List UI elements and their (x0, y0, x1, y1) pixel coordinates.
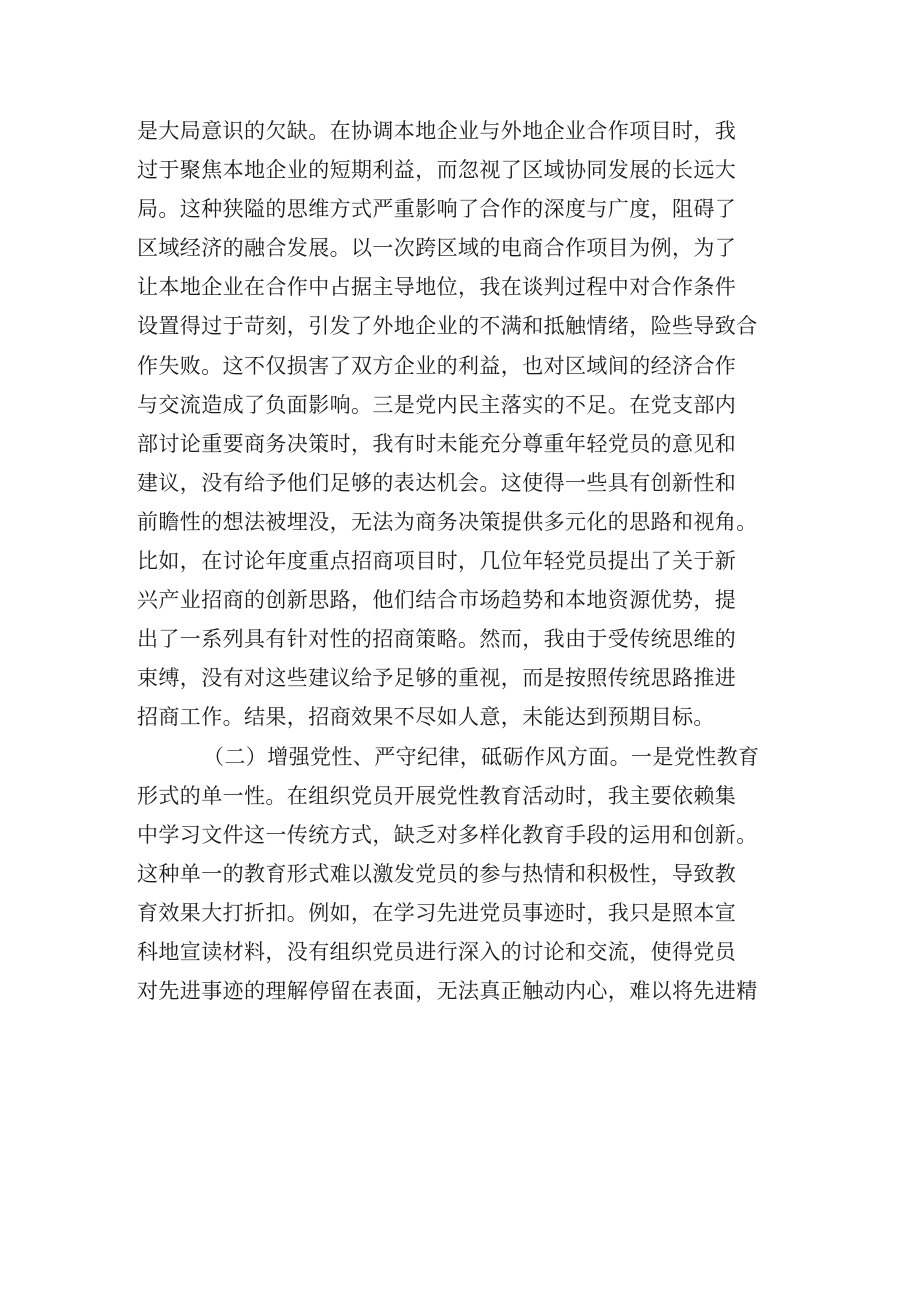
text-line: 育效果大打折扣。例如，在学习先进党员事迹时，我只是照本宣 (137, 900, 737, 925)
section-heading-line: （二）增强党性、严守纪律，砥砺作风方面。一是党性教育 (203, 744, 760, 769)
text-line: 形式的单一性。在组织党员开展党性教育活动时，我主要依赖集 (137, 783, 737, 808)
text-line: 对先进事迹的理解停留在表面，无法真正触动内心，难以将先进精 (137, 979, 758, 1004)
text-line: 前瞻性的想法被埋没，无法为商务决策提供多元化的思路和视角。 (137, 509, 758, 534)
text-line: 局。这种狭隘的思维方式严重影响了合作的深度与广度，阻碍了 (137, 197, 737, 222)
text-line: 过于聚焦本地企业的短期利益，而忽视了区域协同发展的长远大 (137, 158, 737, 183)
text-line: 束缚，没有对这些建议给予足够的重视，而是按照传统思路推进 (137, 666, 737, 691)
text-line: 设置得过于苛刻，引发了外地企业的不满和抵触情绪，险些导致合 (137, 314, 758, 339)
text-line: 建议，没有给予他们足够的表达机会。这使得一些具有创新性和 (137, 470, 737, 495)
text-line: 区域经济的融合发展。以一次跨区域的电商合作项目为例，为了 (137, 236, 737, 261)
text-line: 部讨论重要商务决策时，我有时未能充分尊重年轻党员的意见和 (137, 431, 737, 456)
text-line: 出了一系列具有针对性的招商策略。然而，我由于受传统思维的 (137, 627, 737, 652)
text-line: 作失败。这不仅损害了双方企业的利益，也对区域间的经济合作 (137, 353, 737, 378)
text-line: 比如，在讨论年度重点招商项目时，几位年轻党员提出了关于新 (137, 549, 737, 574)
text-line: 让本地企业在合作中占据主导地位，我在谈判过程中对合作条件 (137, 275, 737, 300)
text-line: 与交流造成了负面影响。三是党内民主落实的不足。在党支部内 (137, 392, 737, 417)
body-text (137, 112, 797, 1011)
text-line: 是大局意识的欠缺。在协调本地企业与外地企业合作项目时，我 (137, 119, 737, 143)
text-line: 这种单一的教育形式难以激发党员的参与热情和积极性，导致教 (137, 861, 737, 886)
text-line: 科地宣读材料，没有组织党员进行深入的讨论和交流，使得党员 (137, 939, 737, 964)
text-line: 中学习文件这一传统方式，缺乏对多样化教育手段的运用和创新。 (137, 822, 758, 847)
text-line: 兴产业招商的创新思路，他们结合市场趋势和本地资源优势，提 (137, 588, 737, 613)
text-line: 招商工作。结果，招商效果不尽如人意，未能达到预期目标。 (137, 705, 715, 730)
